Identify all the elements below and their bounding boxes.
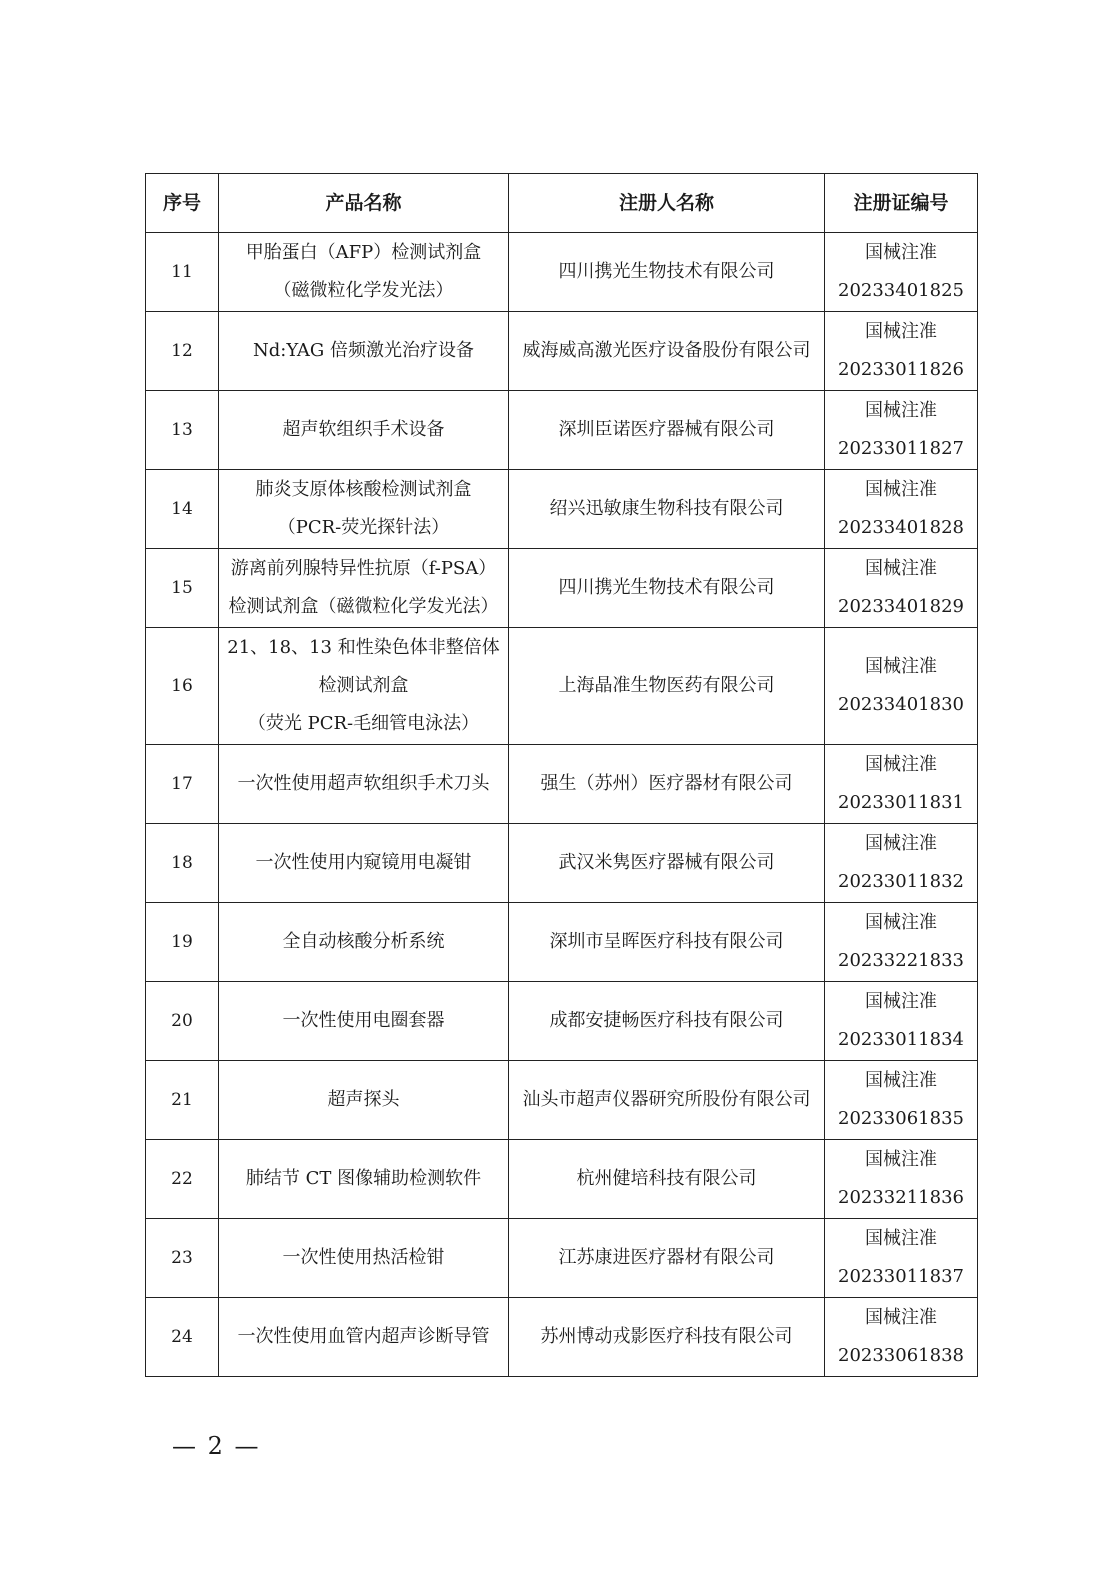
product-name-line: 甲胎蛋白（AFP）检测试剂盒 xyxy=(245,242,482,263)
cert-number-line: 国械注准 xyxy=(865,833,937,854)
header-product-name: 产品名称 xyxy=(219,174,509,233)
table-row xyxy=(146,824,978,903)
table-row xyxy=(146,391,978,470)
cell-registrant-name: 成都安捷畅医疗科技有限公司 xyxy=(509,982,825,1061)
cell-cert-number xyxy=(825,1061,978,1140)
table-row xyxy=(146,903,978,982)
cert-number-line: 国械注准 xyxy=(865,656,937,677)
cert-number-line: 国械注准 xyxy=(865,242,937,263)
cert-number-line: 国械注准 xyxy=(865,1307,937,1328)
cert-number-line: 国械注准 xyxy=(865,558,937,579)
cell-product-name xyxy=(219,549,509,628)
cell-product-name xyxy=(219,1219,509,1298)
cert-number-line: 20233061838 xyxy=(838,1345,964,1366)
cert-number-line: 20233011827 xyxy=(838,438,964,459)
cell-cert-number xyxy=(825,824,978,903)
cert-number-line: 20233401828 xyxy=(838,517,964,538)
cell-cert-number xyxy=(825,549,978,628)
cell-registrant-name: 绍兴迅敏康生物科技有限公司 xyxy=(509,470,825,549)
product-name-line: 超声软组织手术设备 xyxy=(282,419,445,440)
cell-product-name xyxy=(219,903,509,982)
table-row xyxy=(146,982,978,1061)
cell-cert-number xyxy=(825,391,978,470)
cell-cert-number xyxy=(825,628,978,745)
header-registrant-name: 注册人名称 xyxy=(509,174,825,233)
table-row xyxy=(146,233,978,312)
cert-number-line: 20233011837 xyxy=(838,1266,964,1287)
cell-seq: 15 xyxy=(146,549,219,628)
cell-seq: 12 xyxy=(146,312,219,391)
cell-seq: 24 xyxy=(146,1298,219,1377)
cell-product-name xyxy=(219,824,509,903)
cert-number-line: 国械注准 xyxy=(865,400,937,421)
product-name-line: 超声探头 xyxy=(327,1089,400,1110)
cell-registrant-name: 四川携光生物技术有限公司 xyxy=(509,233,825,312)
header-cert-number: 注册证编号 xyxy=(825,174,978,233)
cell-cert-number xyxy=(825,745,978,824)
cell-cert-number xyxy=(825,1140,978,1219)
table-row xyxy=(146,1298,978,1377)
cell-registrant-name: 威海威高激光医疗设备股份有限公司 xyxy=(509,312,825,391)
product-name-line: 一次性使用热活检钳 xyxy=(282,1247,445,1268)
table-row xyxy=(146,628,978,745)
table-row xyxy=(146,470,978,549)
cell-seq: 21 xyxy=(146,1061,219,1140)
cell-product-name xyxy=(219,470,509,549)
product-name-line: 一次性使用电圈套器 xyxy=(282,1010,445,1031)
table-row xyxy=(146,1140,978,1219)
cert-number-line: 国械注准 xyxy=(865,754,937,775)
cert-number-line: 20233011826 xyxy=(838,359,964,380)
cell-registrant-name: 江苏康进医疗器材有限公司 xyxy=(509,1219,825,1298)
cell-seq: 19 xyxy=(146,903,219,982)
cert-number-line: 国械注准 xyxy=(865,479,937,500)
table-header-row xyxy=(146,174,978,233)
cell-registrant-name: 武汉米隽医疗器械有限公司 xyxy=(509,824,825,903)
cert-number-line: 20233011831 xyxy=(838,792,964,813)
cell-cert-number xyxy=(825,1298,978,1377)
table-row xyxy=(146,549,978,628)
cell-cert-number xyxy=(825,982,978,1061)
cell-product-name xyxy=(219,982,509,1061)
cell-seq: 13 xyxy=(146,391,219,470)
cell-cert-number xyxy=(825,470,978,549)
cell-seq: 17 xyxy=(146,745,219,824)
registration-table xyxy=(145,173,978,1377)
cell-seq: 20 xyxy=(146,982,219,1061)
product-name-line: （PCR-荧光探针法） xyxy=(277,517,450,538)
product-name-line: 21、18、13 和性染色体非整倍体 xyxy=(227,637,500,658)
product-name-line: 一次性使用内窥镜用电凝钳 xyxy=(255,852,472,873)
table-row xyxy=(146,1219,978,1298)
cert-number-line: 20233011834 xyxy=(838,1029,964,1050)
cell-registrant-name: 深圳臣诺医疗器械有限公司 xyxy=(509,391,825,470)
cell-seq: 22 xyxy=(146,1140,219,1219)
cell-product-name xyxy=(219,1298,509,1377)
cell-registrant-name: 上海晶准生物医药有限公司 xyxy=(509,628,825,745)
cert-number-line: 20233401829 xyxy=(838,596,964,617)
cert-number-line: 20233211836 xyxy=(838,1187,964,1208)
header-seq: 序号 xyxy=(146,174,219,233)
cert-number-line: 国械注准 xyxy=(865,1070,937,1091)
cell-seq: 18 xyxy=(146,824,219,903)
cell-registrant-name: 汕头市超声仪器研究所股份有限公司 xyxy=(509,1061,825,1140)
product-name-line: 游离前列腺特异性抗原（f-PSA） xyxy=(230,558,497,579)
cert-number-line: 国械注准 xyxy=(865,1149,937,1170)
cert-number-line: 国械注准 xyxy=(865,1228,937,1249)
table-row xyxy=(146,1061,978,1140)
cell-registrant-name: 强生（苏州）医疗器材有限公司 xyxy=(509,745,825,824)
cell-cert-number xyxy=(825,1219,978,1298)
product-name-line: （磁微粒化学发光法） xyxy=(273,280,454,301)
cell-product-name xyxy=(219,1140,509,1219)
cell-product-name xyxy=(219,628,509,745)
cert-number-line: 20233401825 xyxy=(838,280,964,301)
product-name-line: 检测试剂盒（磁微粒化学发光法） xyxy=(228,596,499,617)
cell-registrant-name: 四川携光生物技术有限公司 xyxy=(509,549,825,628)
cert-number-line: 20233401830 xyxy=(838,694,964,715)
table-row xyxy=(146,312,978,391)
cell-registrant-name: 深圳市呈晖医疗科技有限公司 xyxy=(509,903,825,982)
cell-product-name xyxy=(219,312,509,391)
cert-number-line: 国械注准 xyxy=(865,991,937,1012)
cert-number-line: 20233061835 xyxy=(838,1108,964,1129)
product-name-line: 肺炎支原体核酸检测试剂盒 xyxy=(255,479,472,500)
page-number: — 2 — xyxy=(172,1432,261,1460)
cell-product-name xyxy=(219,745,509,824)
cell-cert-number xyxy=(825,903,978,982)
cell-cert-number xyxy=(825,312,978,391)
product-name-line: 检测试剂盒 xyxy=(318,675,409,696)
cell-seq: 11 xyxy=(146,233,219,312)
cert-number-line: 20233221833 xyxy=(838,950,964,971)
cell-registrant-name: 杭州健培科技有限公司 xyxy=(509,1140,825,1219)
product-name-line: 全自动核酸分析系统 xyxy=(282,931,445,952)
product-name-line: 一次性使用超声软组织手术刀头 xyxy=(237,773,490,794)
cell-product-name xyxy=(219,233,509,312)
product-name-line: 一次性使用血管内超声诊断导管 xyxy=(237,1326,490,1347)
cell-cert-number xyxy=(825,233,978,312)
cell-seq: 23 xyxy=(146,1219,219,1298)
cell-registrant-name: 苏州博动戎影医疗科技有限公司 xyxy=(509,1298,825,1377)
cell-product-name xyxy=(219,391,509,470)
cert-number-line: 国械注准 xyxy=(865,321,937,342)
product-name-line: 肺结节 CT 图像辅助检测软件 xyxy=(245,1168,482,1189)
cert-number-line: 国械注准 xyxy=(865,912,937,933)
product-name-line: （荧光 PCR-毛细管电泳法） xyxy=(247,713,480,734)
product-name-line: Nd:YAG 倍频激光治疗设备 xyxy=(253,340,474,361)
cert-number-line: 20233011832 xyxy=(838,871,964,892)
cell-product-name xyxy=(219,1061,509,1140)
cell-seq: 16 xyxy=(146,628,219,745)
cell-seq: 14 xyxy=(146,470,219,549)
table-row xyxy=(146,745,978,824)
table-body xyxy=(146,233,978,1377)
